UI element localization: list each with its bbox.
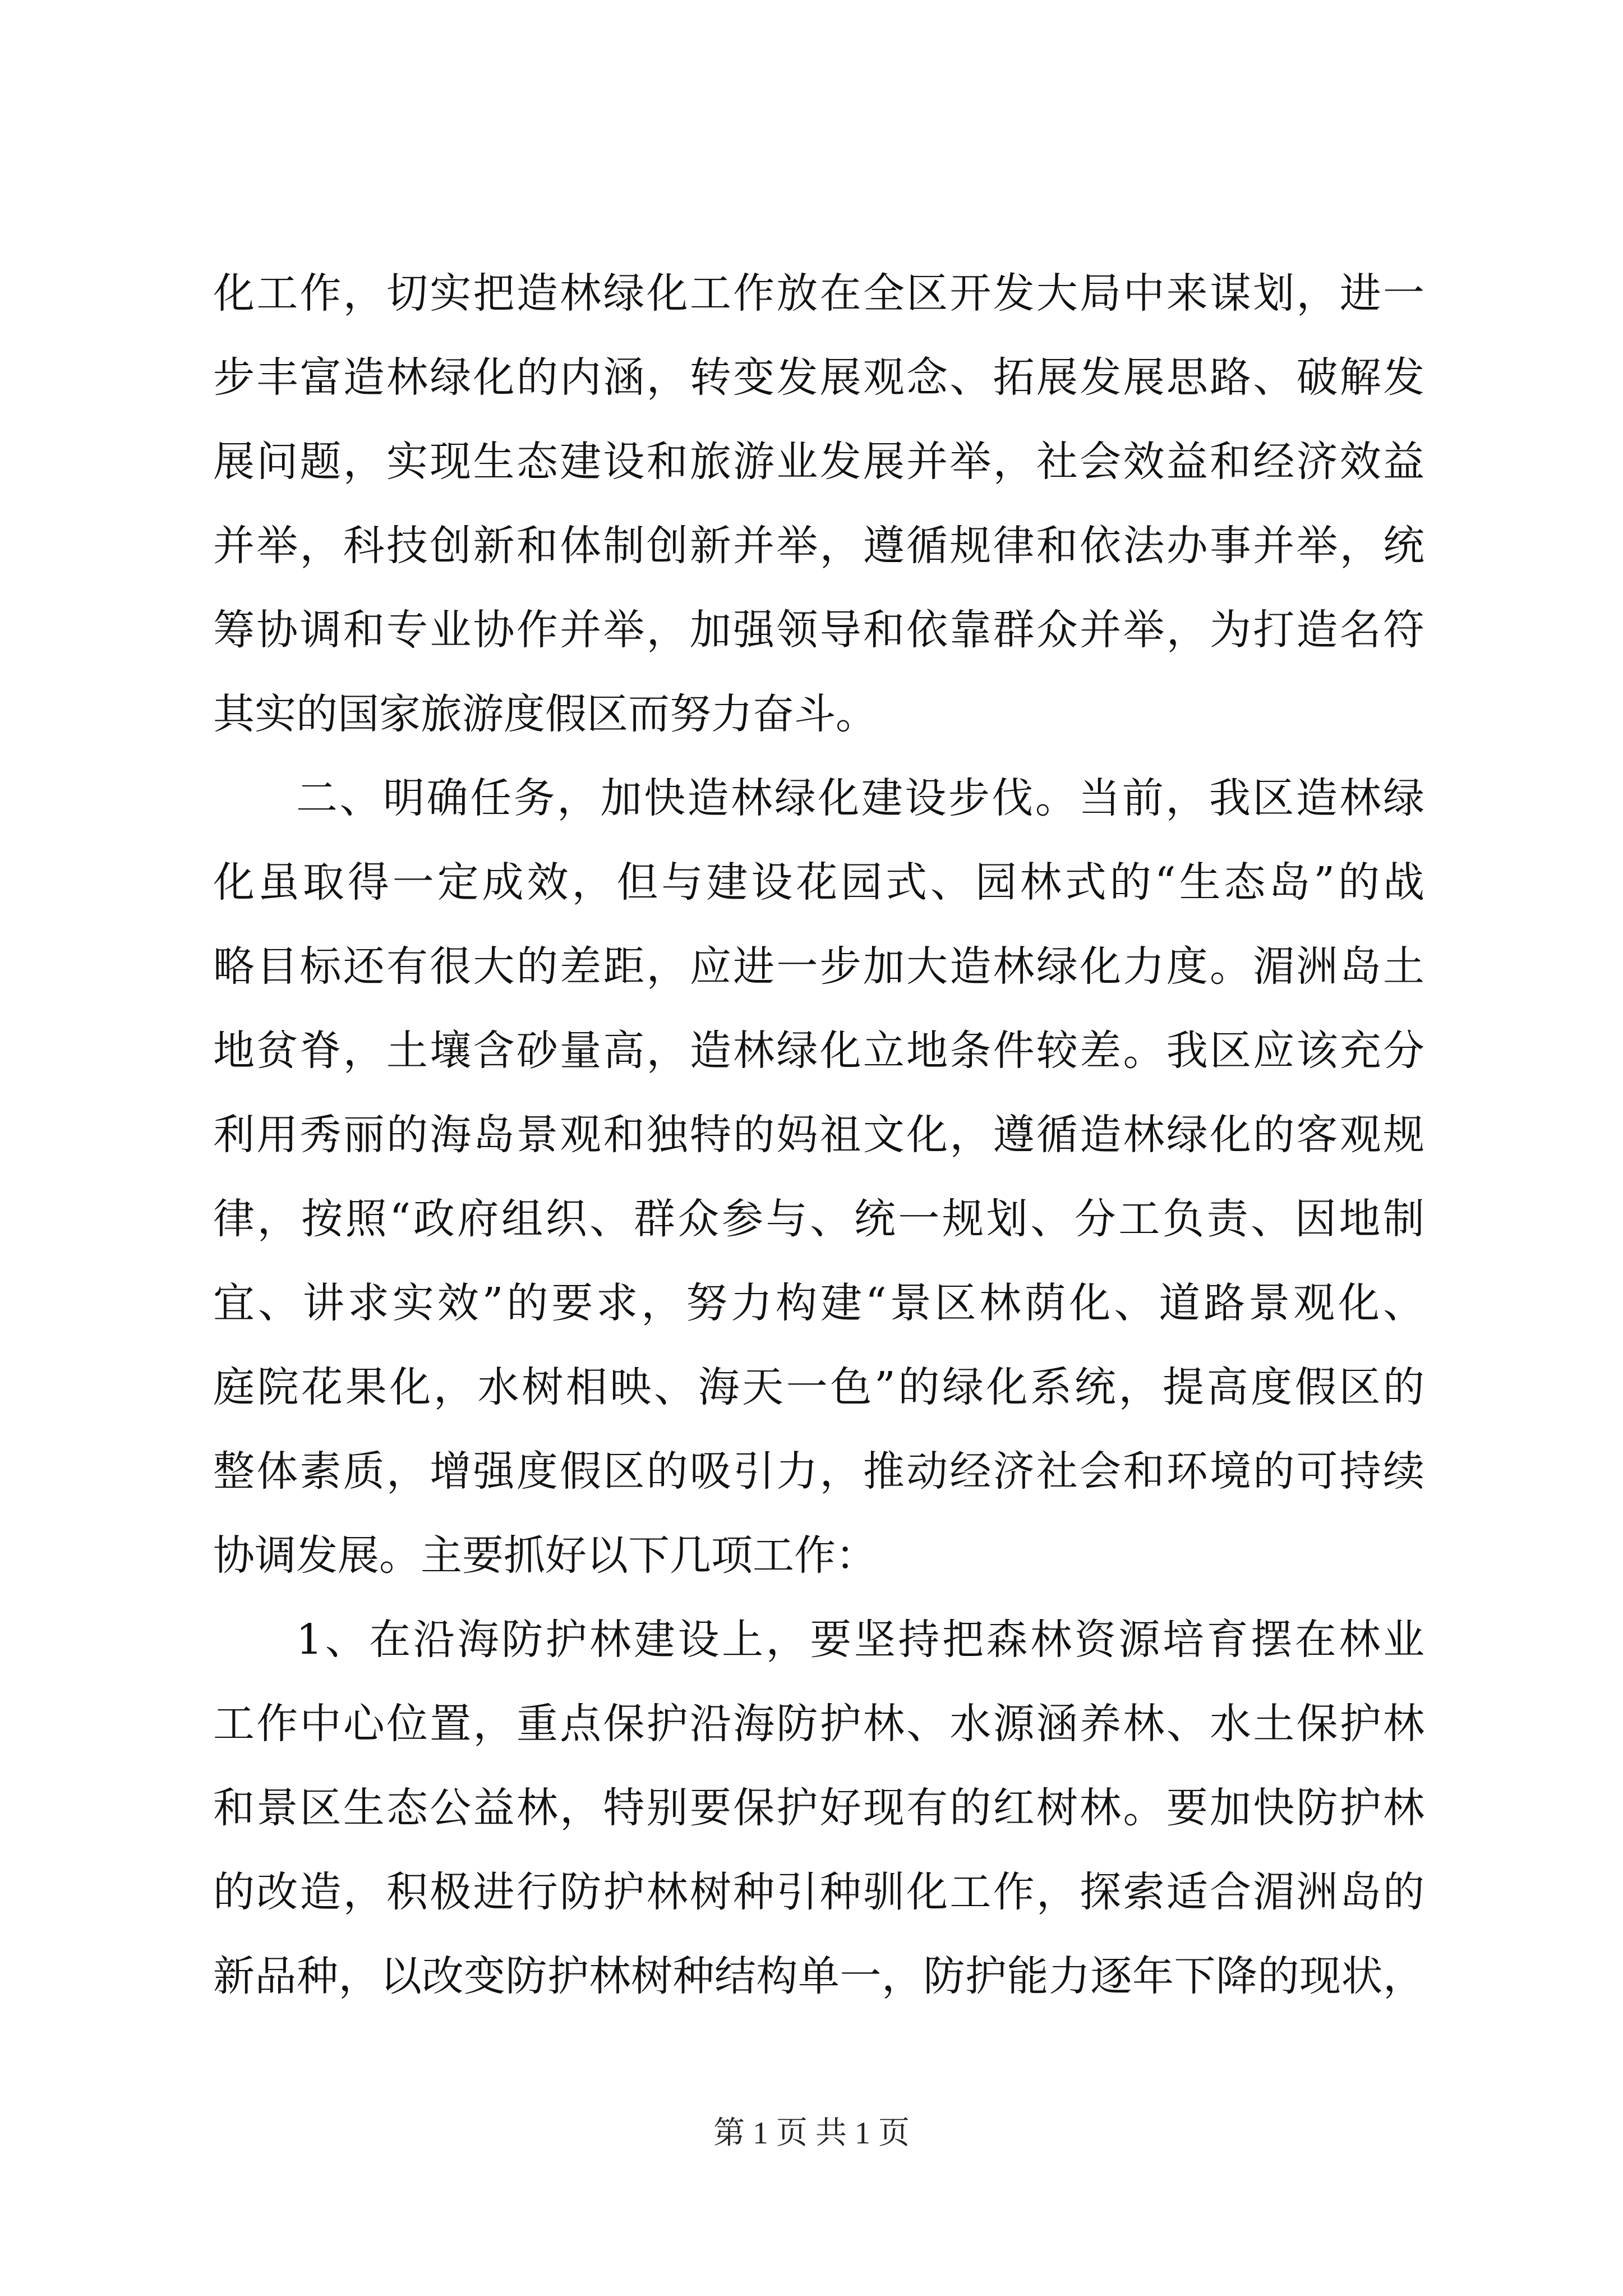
text-line: 化工作，切实把造林绿化工作放在全区开发大局中来谋划，进一 [213,269,1424,318]
text-line: 地贫脊，土壤含砂量高，造林绿化立地条件较差。我区应该充分 [213,1027,1424,1075]
text-line: 化虽取得一定成效，但与建设花园式、园林式的“生态岛”的战 [213,858,1424,907]
text-line: 律，按照“政府组织、群众参与、统一规划、分工负责、因地制 [213,1195,1424,1243]
text-line: 并举，科技创新和体制创新并举，遵循规律和依法办事并举，统 [213,522,1424,570]
text-line: 宜、讲求实效”的要求，努力构建“景区林荫化、道路景观化、 [213,1279,1424,1327]
document-body [213,251,1424,2018]
text-line: 1、在沿海防护林建设上，要坚持把森林资源培育摆在林业 [296,1616,1424,1664]
text-line: 展问题，实现生态建设和旅游业发展并举，社会效益和经济效益 [213,438,1424,486]
text-line: 筹协调和专业协作并举，加强领导和依靠群众并举，为打造名符 [213,606,1424,654]
text-line: 工作中心位置，重点保护沿海防护林、水源涵养林、水土保护林 [213,1700,1424,1748]
text-line: 新品种，以改变防护林树种结构单一，防护能力逐年下降的现状， [213,1952,1424,2000]
page-number-footer: 第 1 页 共 1 页 [713,2116,910,2151]
text-line: 协调发展。主要抓好以下几项工作： [213,1531,877,1580]
text-line: 整体素质，增强度假区的吸引力，推动经济社会和环境的可持续 [213,1447,1424,1496]
text-line: 庭院花果化，水树相映、海天一色”的绿化系统，提高度假区的 [213,1363,1424,1411]
text-line: 二、明确任务，加快造林绿化建设步伐。当前，我区造林绿 [296,774,1424,822]
text-line: 利用秀丽的海岛景观和独特的妈祖文化，遵循造林绿化的客观规 [213,1111,1424,1159]
text-line: 和景区生态公益林，特别要保护好现有的红树林。要加快防护林 [213,1784,1424,1832]
text-line: 略目标还有很大的差距，应进一步加大造林绿化力度。湄洲岛土 [213,942,1424,991]
text-line: 的改造，积极进行防护林树种引种驯化工作，探索适合湄洲岛的 [213,1868,1424,1916]
text-line: 步丰富造林绿化的内涵，转变发展观念、拓展发展思路、破解发 [213,353,1424,402]
text-line: 其实的国家旅游度假区而努力奋斗。 [213,690,877,738]
